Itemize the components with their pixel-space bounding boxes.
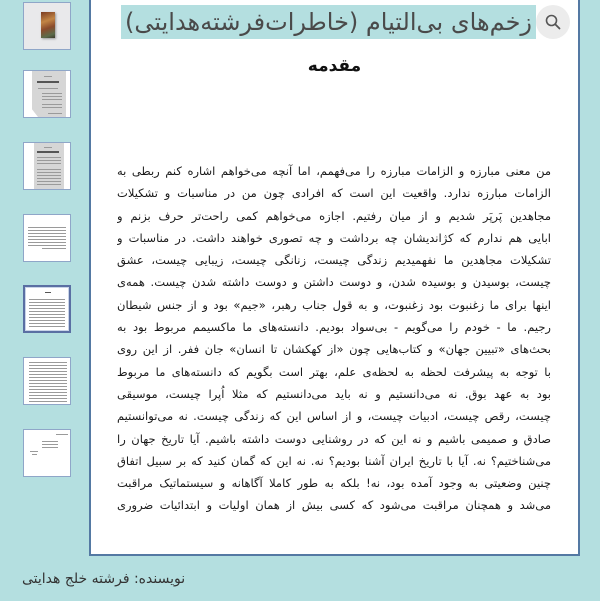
thumbnail-line (29, 311, 65, 312)
search-button[interactable] (536, 5, 570, 39)
thumbnail-line (37, 163, 61, 164)
thumbnail-line (45, 292, 51, 293)
thumbnail-line (29, 392, 67, 393)
thumbnail-text-page-2[interactable] (23, 357, 71, 405)
thumbnail-line (42, 447, 58, 448)
thumbnail-line (29, 371, 67, 372)
thumbnail-line (29, 314, 65, 315)
thumbnail-line (29, 395, 67, 396)
thumbnail-line (29, 380, 67, 381)
thumbnail-line (29, 398, 67, 399)
thumbnail-title-page[interactable] (23, 70, 71, 118)
thumbnail-line (44, 147, 52, 148)
author-credit: نویسنده: فرشته خلج هدایتی (22, 571, 186, 587)
body-line: بود به عهد بوق. نه می‌دانستیم و نه باید می‌دانستیم که مثلا اُپرا چیست، موسیقی (117, 386, 551, 401)
section-heading: مقدمه (307, 56, 362, 76)
thumbnail-line (42, 441, 58, 442)
thumbnail-line (42, 107, 62, 108)
thumbnail-line (37, 184, 61, 185)
thumbnail-line (29, 305, 65, 306)
thumbnail-text-page[interactable] (23, 214, 71, 262)
thumbnail-line (42, 96, 62, 97)
thumbnail-line (29, 323, 65, 324)
document-body (117, 160, 551, 517)
thumbnail-line (32, 454, 37, 455)
thumbnail-line (28, 230, 66, 231)
document-page (89, 0, 580, 556)
thumbnail-line (29, 389, 67, 390)
thumbnail-line (37, 175, 61, 176)
thumbnail-line (29, 308, 65, 309)
thumbnail-line (29, 377, 67, 378)
thumbnail-line (28, 227, 66, 228)
thumbnail-line (30, 451, 38, 452)
body-line: می‌شد و همچنان مراقبت می‌شود که کسی بیش از همان اولیات و ابتدائیات ضروری (117, 498, 551, 513)
thumbnail-line (37, 151, 59, 153)
thumbnail-fold (24, 99, 38, 117)
thumbnail-line (37, 157, 61, 158)
thumbnail-end-page[interactable] (23, 429, 71, 477)
body-line: رجیم. ما - خودم را می‌گویم - بی‌سواد بودیم. دانسته‌های ما ماکسیمم مربوط بود به (117, 320, 551, 335)
thumbnail-line (48, 113, 62, 114)
thumbnail-line (29, 368, 67, 369)
thumbnail-line (37, 178, 61, 179)
body-line: مجاهدین پَرپَر شدیم و از میان رفتیم. اجازه می‌خواهم کمی راحت‌تر حرف بزنم و (117, 208, 551, 223)
thumbnail-line (29, 386, 67, 387)
thumbnail-line (42, 93, 62, 94)
document-title: زخم‌های بی‌التیام (خاطرات‌فرشته‌هدایتی) (121, 5, 536, 39)
thumbnail-line (29, 299, 65, 300)
body-line: می‌شناختیم؟ نه. آیا با تاریخ ایران آشنا بودیم؟ نه. نه این که گمان کنید که بر سبیل اتفاق (117, 453, 551, 468)
thumbnail-line (28, 245, 66, 246)
body-line: چیست، بوسیدن و بوسیده شدن، و دوست داشتن و دوست داشته شدن چیست. همه‌ی (117, 275, 551, 290)
thumbnail-line (38, 88, 58, 89)
thumbnail-line (28, 233, 66, 234)
body-line: با توجه به پیشرفت لحظه به لحظه‌ی علم، بهتر است بگویم که دانسته‌های ما مربوط (117, 364, 551, 379)
thumbnail-line (42, 104, 62, 105)
thumbnail-english-title-page[interactable] (23, 142, 71, 190)
thumbnail-sidebar (0, 0, 88, 601)
thumbnail-line (29, 317, 65, 318)
thumbnail-line (28, 242, 66, 243)
thumbnail-line (28, 236, 66, 237)
body-line: صادق و صمیمی باشیم و نه این که در روشنایی دوست داشته باشیم. آیا تاریخ جهان را (117, 431, 551, 446)
thumbnail-line (37, 172, 61, 173)
thumbnail-line (29, 365, 67, 366)
thumbnail-line (44, 76, 52, 77)
thumbnail-line (37, 181, 61, 182)
thumbnail-line (42, 444, 58, 445)
body-line: ابایی هم ندارم که کژاندیشان چه برداشت و چه تصوری خواهند داشت. در مناسبات و (117, 230, 551, 245)
body-line: بحث‌های «تبیین جهان» و کتاب‌هایی چون «از کهکشان تا انسان» جان ففر. از این روی (117, 342, 551, 357)
thumbnail-line (29, 374, 67, 375)
thumbnail-introduction-page[interactable] (23, 285, 71, 333)
thumbnail-line (42, 248, 66, 249)
body-line: الزامات مبارزه ندارد. واقعیت این است که افرادی چون من در مناسبات و تشکیلات (117, 186, 551, 201)
body-line: تشکیلات مجاهدین ما نفهمیدیم زندگی چیست، زنانگی چیست، زیبایی چیست، عشق (117, 253, 551, 268)
thumbnail-cover[interactable] (23, 2, 71, 50)
thumbnail-line (29, 362, 67, 363)
book-cover-image (41, 12, 55, 38)
body-line: چیست، رقص چیست، ادبیات چیست، و از اساس این که زندگی چیست. نه می‌توانستیم (117, 409, 551, 424)
thumbnail-line (56, 434, 68, 435)
thumbnail-line (37, 81, 59, 83)
body-line: اینها برای ما زغنبوت بود زغنبوت، و به قول جناب رهبر، «جیم» بود و از جنس شیطان (117, 297, 551, 312)
body-line: چنین وضعیتی به وجود آمده بود، نه! بلکه به طور کاملا آگاهانه و سیستماتیک مراقبت (117, 476, 551, 491)
thumbnail-line (29, 383, 67, 384)
thumbnail-line (29, 326, 65, 327)
thumbnail-line (37, 169, 61, 170)
thumbnail-line (29, 302, 65, 303)
thumbnail-line (37, 160, 61, 161)
search-icon (544, 13, 562, 31)
body-line: من معنی مبارزه و الزامات مبارزه را می‌فهمم، اما آنچه می‌خواهم اشاره کنم ربطی به (117, 164, 551, 178)
title-bar (121, 5, 570, 39)
thumbnail-line (29, 401, 67, 402)
thumbnail-line (42, 99, 62, 100)
thumbnail-line (29, 320, 65, 321)
thumbnail-line (28, 239, 66, 240)
